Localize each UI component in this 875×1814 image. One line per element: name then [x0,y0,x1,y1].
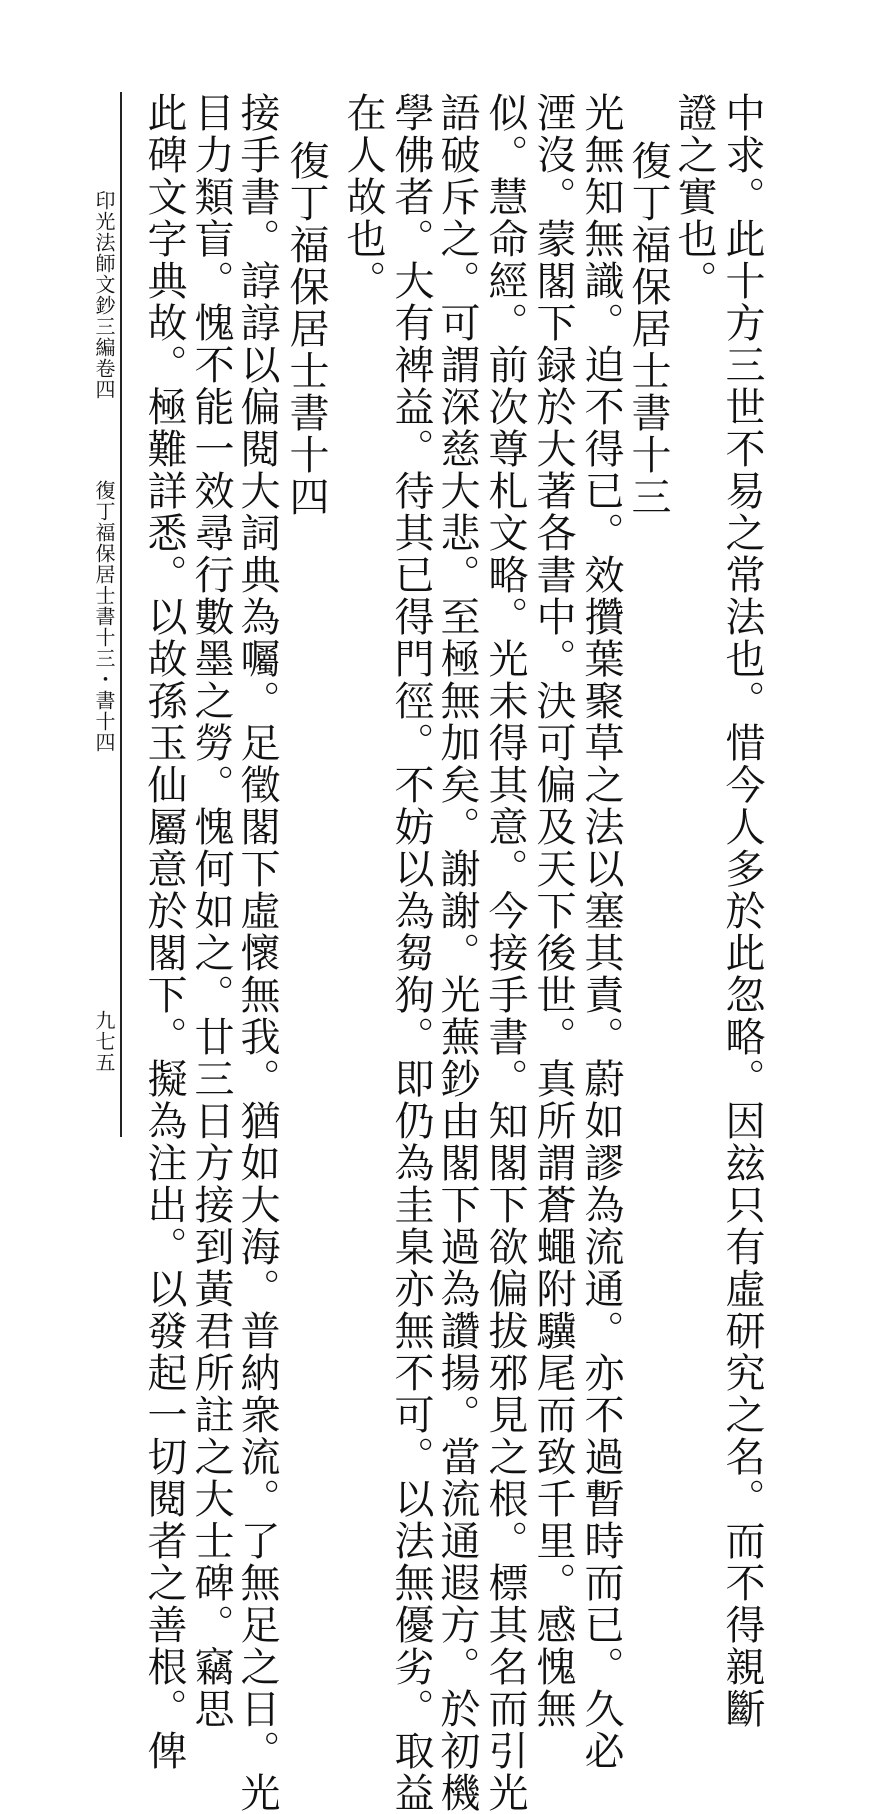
running-head-section: 復丁福保居士書十三・書十四 [92,480,116,753]
text-column-13: 此碑文字典故。極難詳悉。以故孫玉仙屬意於閣下。擬為注出。以發起一切閱者之善根。俾 [141,92,187,1772]
text-column-12: 目力類盲。愧不能一效尋行數墨之勞。愧何如之。廿三日方接到黃君所註之大士碑。竊思 [188,92,234,1730]
text-column-4: 光無知無識。迫不得已。效攢葉聚草之法以塞其責。蔚如謬為流通。亦不過暫時而已。久必 [578,92,624,1772]
text-column-1: 中求。此十方三世不易之常法也。惜今人多於此忽略。因玆只有虛研究之名。而不得親斷 [719,92,765,1730]
margin-rule [120,92,122,1137]
running-head-book-title: 印光法師文鈔三編卷四 [92,190,116,400]
letter-heading-14: 復丁福保居士書十四 [283,140,329,518]
text-column-11: 接手書。諄諄以偏閱大詞典為囑。足徵閣下虛懷無我。猶如大海。普納衆流。了無足之日。光 [234,92,280,1814]
letter-heading-13: 復丁福保居士書十三 [625,140,671,518]
page-number: 九七五 [92,1010,116,1073]
text-column-7: 語破斥之。可謂深慈大悲。至極無加矣。謝謝。光蕪鈔由閣下過為讚揚。當流通遐方。於初機 [434,92,480,1814]
text-column-9: 在人故也。 [340,92,386,302]
text-column-2: 證之實也。 [671,92,717,302]
text-column-8: 學佛者。大有裨益。待其已得門徑。不妨以為芻狗。即仍為圭臬亦無不可。以法無優劣。取益 [388,92,434,1814]
text-column-5: 湮沒。蒙閣下録於大著各書中。決可偏及天下後世。真所謂蒼蠅附驥尾而致千里。感愧無 [530,92,576,1730]
text-column-6: 似。慧命經。前次尊札文略。光未得其意。今接手書。知閣下欲偏拔邪見之根。標其名而引光 [482,92,528,1814]
